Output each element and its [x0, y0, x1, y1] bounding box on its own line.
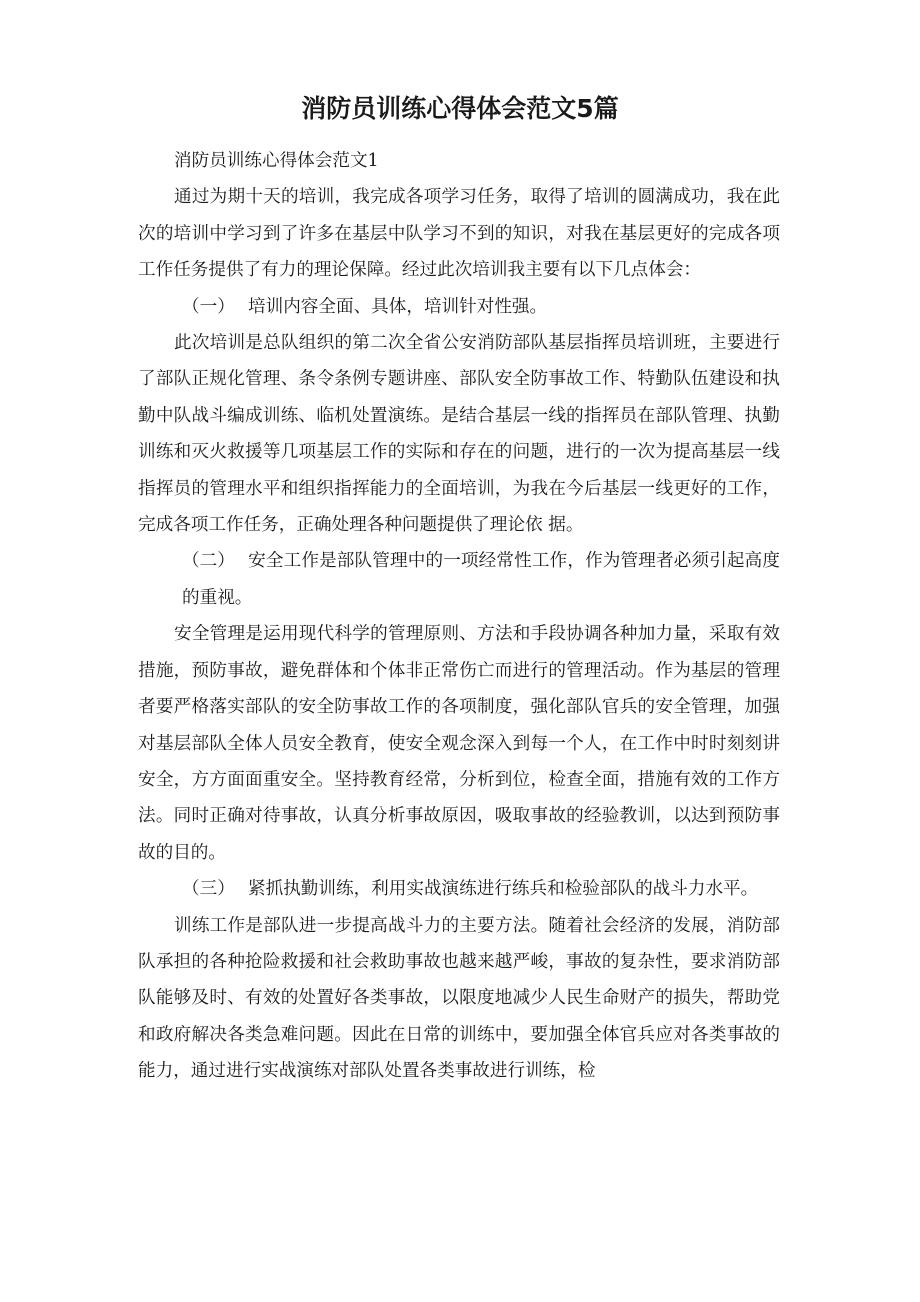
section-number-2: （二）	[182, 551, 235, 572]
section-heading-1	[138, 289, 780, 325]
section-heading-2	[138, 543, 780, 616]
section-heading-3	[138, 871, 780, 907]
section-heading-text-3: 紧抓执勤训练，利用实战演练进行练兵和检验部队的战斗力水平。	[248, 879, 759, 900]
paragraph-section-1: 此次培训是总队组织的第二次全省公安消防部队基层指挥员培训班，主要进行了部队正规化管理、条令条例专题讲座、部队安全防事故工作、特勤队伍建设和执勤中队战斗编成训练、临机处置演练。是结合基层一线的指挥员在部队管理、执勤训练和灭火救援等几项基层工作的实际和存在的问题，进行的一次为提高基层一线指挥员的管理水平和组织指挥能力的全面培训，为我在今后基层一线更好的工作，完成各项工作任务，正确处理各种问题提供了理论依 据。	[138, 333, 780, 536]
document-title: 消防员训练心得体会范文5篇	[301, 94, 619, 123]
paragraph-section-3: 训练工作是部队进一步提高战斗力的主要方法。随着社会经济的发展，消防部队承担的各种抢险救援和社会救助事故也越来越严峻，事故的复杂性，要求消防部队能够及时、有效的处置好各类事故，以限度地减少人民生命财产的损失，帮助党和政府解决各类急难问题。因此在日常的训练中，要加强全体官兵应对各类事故的能力，通过进行实战演练对部队处置各类事故进行训练，检	[138, 915, 780, 1082]
section-number-1: （一）	[182, 296, 235, 317]
document-body	[138, 143, 780, 1090]
paragraph-section-2: 安全管理是运用现代科学的管理原则、方法和手段协调各种加力量，采取有效措施，预防事故，避免群体和个体非正常伤亡而进行的管理活动。作为基层的管理者要严格落实部队的安全防事故工作的各项制度，强化部队官兵的安全管理，加强对基层部队全体人员安全教育，使安全观念深入到每一个人，在工作中时时刻刻讲安全，方方面面重安全。坚持教育经常，分析到位，检查全面，措施有效的工作方法。同时正确对待事故，认真分析事故原因，吸取事故的经验教训，以达到预防事故的目的。	[138, 624, 780, 863]
section-heading-text-2: 安全工作是部队管理中的一项经常性工作，作为管理者必须引起高度 的重视。	[182, 551, 780, 608]
section-heading-text-1: 培训内容全面、具体，培训针对性强。	[248, 296, 548, 317]
paragraph-intro: 通过为期十天的培训，我完成各项学习任务，取得了培训的圆满成功，我在此次的培训中学习到了许多在基层中队学习不到的知识，对我在基层更好的完成各项工作任务提供了有力的理论保障。经过此次培训我主要有以下几点体会：	[138, 187, 780, 281]
section-number-3: （三）	[182, 879, 235, 900]
document-subtitle: 消防员训练心得体会范文1	[174, 151, 379, 171]
